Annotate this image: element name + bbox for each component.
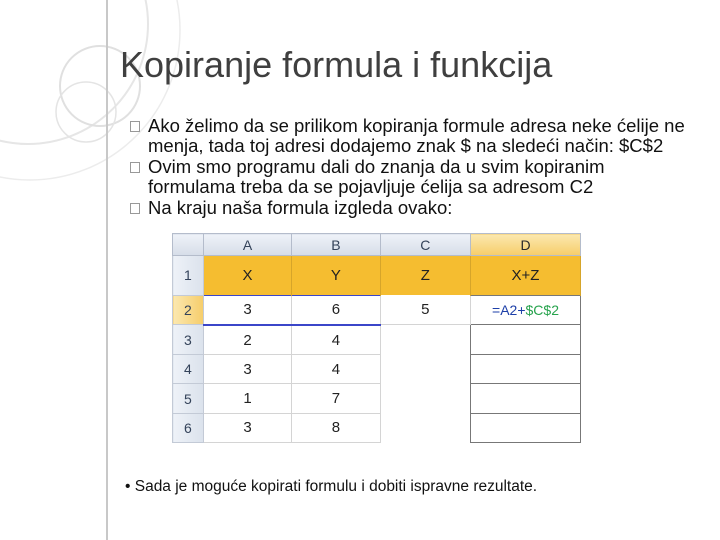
empty-cell bbox=[380, 325, 470, 355]
spreadsheet-image bbox=[172, 233, 581, 443]
column-header-d: D bbox=[471, 234, 581, 256]
data-cell: 5 bbox=[380, 295, 470, 325]
vertical-divider bbox=[106, 0, 108, 540]
bullet-item bbox=[130, 198, 690, 218]
formula-absolute-ref: $C$2 bbox=[525, 301, 559, 318]
formula-cell bbox=[471, 295, 581, 325]
column-header-c: C bbox=[380, 234, 470, 256]
row-header: 3 bbox=[173, 325, 204, 355]
data-cell: 8 bbox=[292, 413, 380, 442]
bullet-item bbox=[130, 116, 690, 156]
header-cell: X bbox=[203, 256, 291, 295]
bullet-text: Na kraju naša formula izgleda ovako: bbox=[148, 197, 453, 218]
data-cell: 6 bbox=[292, 295, 380, 325]
row-header: 5 bbox=[173, 384, 204, 413]
row-header: 2 bbox=[173, 295, 204, 325]
header-cell: X+Z bbox=[471, 256, 581, 295]
footer-note: • Sada je moguće kopirati formulu i dobiti ispravne rezultate. bbox=[125, 478, 538, 495]
data-cell: 4 bbox=[292, 325, 380, 355]
row-header: 1 bbox=[173, 256, 204, 295]
empty-result-cell bbox=[471, 413, 581, 442]
formula-ref: =A2+ bbox=[492, 301, 526, 318]
data-cell: 4 bbox=[292, 355, 380, 384]
row-header: 4 bbox=[173, 355, 204, 384]
bullet-text: Ovim smo programu dali do znanja da u svim kopiranim formulama treba da se pojavljuje ćelija sa adresom C2 bbox=[148, 156, 605, 197]
bullet-box-icon bbox=[130, 203, 140, 214]
empty-result-cell bbox=[471, 325, 581, 355]
data-cell: 3 bbox=[203, 413, 291, 442]
bullet-text: Ako želimo da se prilikom kopiranja formule adresa neke ćelije ne menja, tada toj adresi dodajemo znak $ na sledeći način: $C$2 bbox=[148, 115, 685, 156]
column-header-a: A bbox=[203, 234, 291, 256]
row-header: 6 bbox=[173, 413, 204, 442]
bullet-item bbox=[130, 157, 690, 197]
bullet-box-icon bbox=[130, 162, 140, 173]
empty-result-cell bbox=[471, 355, 581, 384]
header-cell: Z bbox=[380, 256, 470, 295]
empty-cell bbox=[380, 355, 470, 384]
sheet-corner bbox=[173, 234, 204, 256]
data-cell: 3 bbox=[203, 355, 291, 384]
data-cell: 7 bbox=[292, 384, 380, 413]
slide-title: Kopiranje formula i funkcija bbox=[120, 44, 553, 85]
empty-cell bbox=[380, 384, 470, 413]
empty-cell bbox=[380, 413, 470, 442]
bullet-box-icon bbox=[130, 121, 140, 132]
column-header-b: B bbox=[292, 234, 380, 256]
data-cell: 3 bbox=[203, 295, 291, 325]
header-cell: Y bbox=[292, 256, 380, 295]
empty-result-cell bbox=[471, 384, 581, 413]
bullet-list bbox=[130, 116, 690, 219]
data-cell: 2 bbox=[203, 325, 291, 355]
data-cell: 1 bbox=[203, 384, 291, 413]
